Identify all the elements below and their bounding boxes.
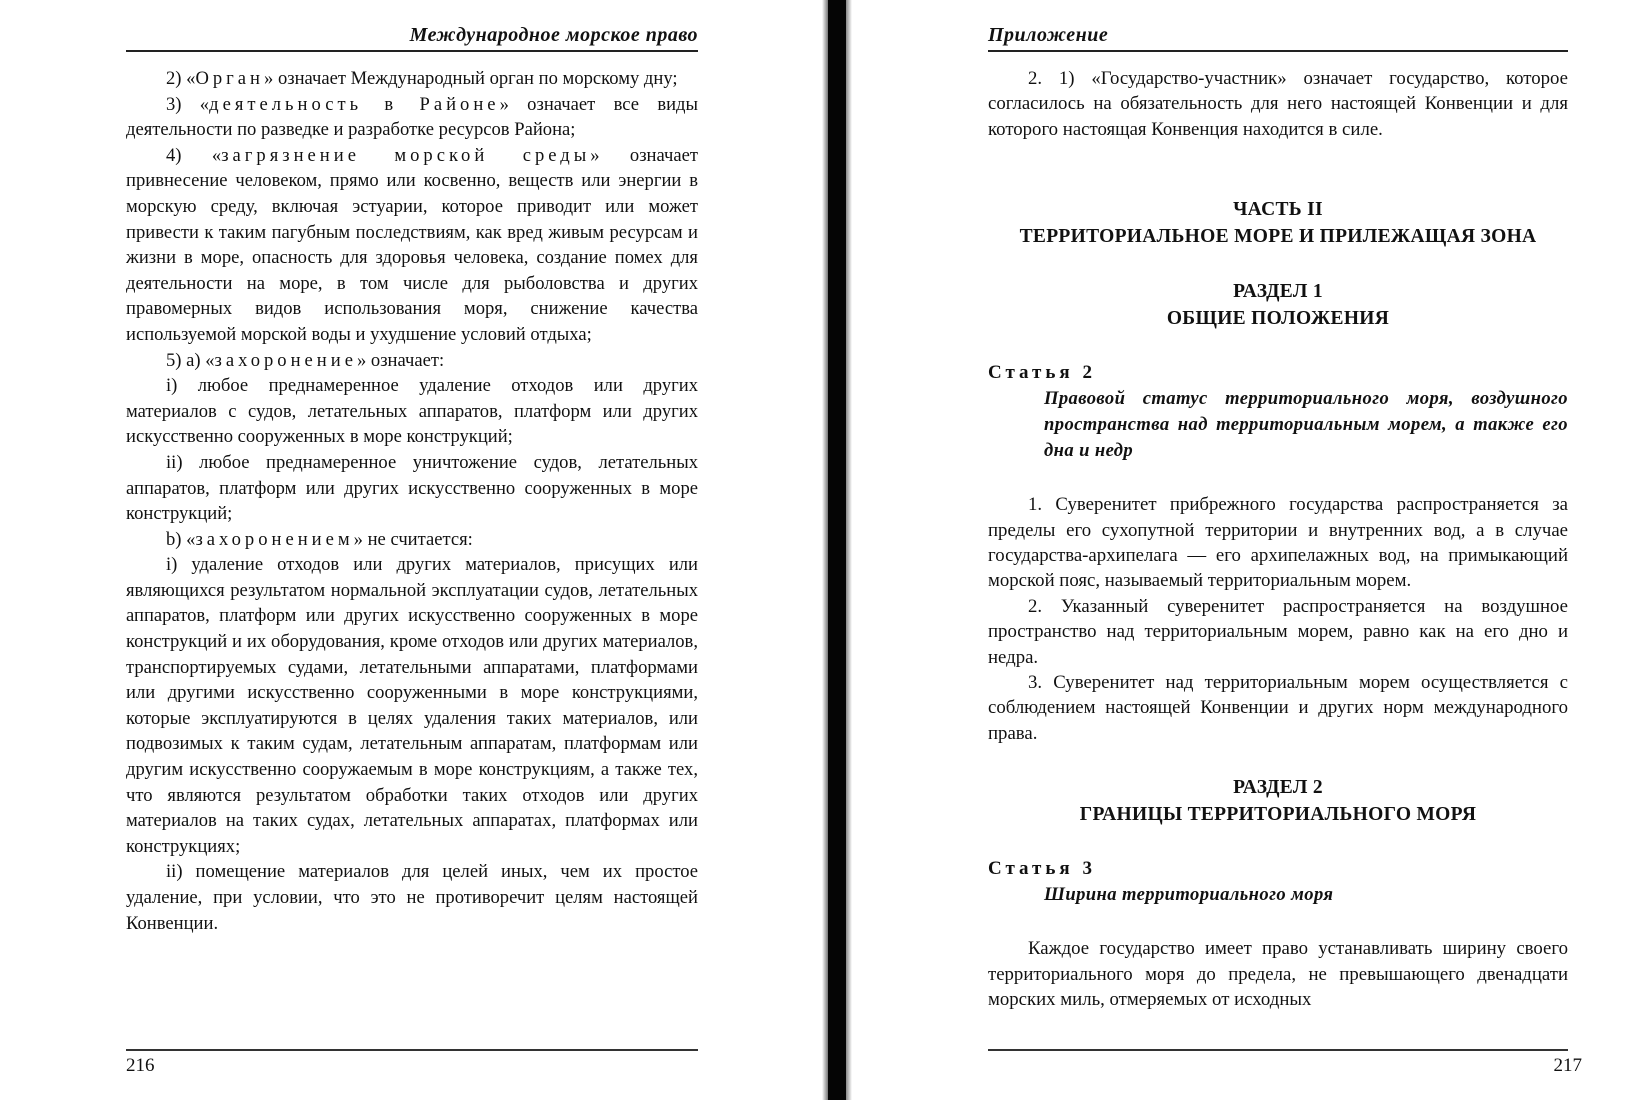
- book-gutter: [828, 0, 846, 1100]
- gutter-shadow-right: [846, 0, 852, 1100]
- part-heading-number: ЧАСТЬ II: [1233, 199, 1323, 221]
- right-page: [988, 0, 1582, 1100]
- article-3-label: Статья 3: [988, 858, 1096, 880]
- definition-paragraph: 2) «Орган» означает Международный орган по морскому дну;: [166, 68, 678, 89]
- left-footer-rule: [126, 1049, 698, 1051]
- right-header-rule: [988, 50, 1568, 52]
- article-3-paragraph: Каждое государство имеет право устанавливать ширину своего территориального моря до предела, не превышающего двенадцати морских миль, отмеряемых от исходных: [988, 938, 1568, 1011]
- article-2-paragraph: 1. Суверенитет прибрежного государства распространяется за пределы его сухопутной территории и внутренних вод, а в случае государства-архипелага — его архипелажных вод, на примыкающий морской пояс, называемый территориальным морем.: [988, 494, 1568, 592]
- left-page: [126, 0, 698, 1100]
- article-2-label: Статья 2: [988, 362, 1096, 384]
- definition-subparagraph: i) удаление отходов или других материалов, присущих или являющихся результатом нормальной эксплуатации судов, летательных аппаратов, платформ или других искусственно сооруженных в море конструкций и их оборудования, кроме отходов или других материалов, транспортируемых судами, летательными аппаратами, платформами или другими искусственно сооруженными в море конструкциями, которые эксплуатируются в целях удаления таких материалов, или подвозимых к таким судам, летательным аппаратам, платформам или другим искусственно сооружаемым в море конструкциям, а также тех, что являются результатом обработки таких отходов или других материалов на таких судах, летательных аппаратах, платформах или конструкциях;: [126, 554, 698, 857]
- section-1-heading-number: РАЗДЕЛ 1: [1233, 281, 1323, 303]
- section-2-heading-number: РАЗДЕЛ 2: [1233, 777, 1323, 799]
- definition-paragraph: b) «захоронением» не считается:: [166, 528, 473, 550]
- left-page-number: 216: [126, 1055, 155, 1076]
- section-1-heading-title: ОБЩИЕ ПОЛОЖЕНИЯ: [1166, 308, 1390, 330]
- article-2-paragraph: 3. Суверенитет над территориальным морем осуществляется с соблюдением настоящей Конвенции и других норм международного права.: [988, 672, 1568, 744]
- right-footer-rule: [988, 1049, 1568, 1051]
- left-running-head: Международное морское право: [409, 24, 698, 46]
- section-2-heading-title: ГРАНИЦЫ ТЕРРИТОРИАЛЬНОГО МОРЯ: [1079, 804, 1477, 826]
- left-header-rule: [126, 50, 698, 52]
- part-heading-title: ТЕРРИТОРИАЛЬНОЕ МОРЕ И ПРИЛЕЖАЩАЯ ЗОНА: [1019, 226, 1537, 248]
- intro-paragraph: 2. 1) «Государство-участник» означает государство, которое согласилось на обязательность для него настоящей Конвенции и для которого настоящая Конвенция находится в силе.: [988, 68, 1568, 140]
- right-page-number: 217: [1553, 1055, 1582, 1076]
- definition-subparagraph: ii) помещение материалов для целей иных, чем их простое удаление, при условии, что это не противоречит целям настоящей Конвенции.: [126, 861, 698, 934]
- definition-subparagraph: i) любое преднамеренное удаление отходов или других материалов с судов, летательных аппаратов, платформ или других искусственно сооруженных в море конструкций;: [126, 375, 698, 448]
- right-running-head: Приложение: [988, 24, 1109, 46]
- article-2-paragraph: 2. Указанный суверенитет распространяется на воздушное пространство над территориальным морем, равно как на его дно и недра.: [988, 595, 1568, 668]
- definition-paragraph: 5) а) «захоронение» означает:: [166, 349, 445, 371]
- left-page-body: [126, 66, 698, 936]
- definition-paragraph: 4) «загрязнение морской среды» означает привнесение человеком, прямо или косвенно, веществ или энергии в морскую среду, включая эстуарии, которое приводит или может привести к таким пагубным последствиям, как вред живым ресурсам и жизни в море, опасность для здоровья человека, создание помех для деятельности на море, в том числе для рыболовства и других правомерных видов использования моря, снижение качества используемой морской воды и ухудшение условий отдыха;: [126, 144, 698, 345]
- definition-paragraph: 3) «деятельность в Районе» означает все виды деятельности по разведке и разработке ресурсов Района;: [126, 93, 698, 141]
- article-2-title: Правовой статус территориального моря, воздушного пространства над территориальным морем, а также его дна и недр: [1044, 388, 1568, 462]
- right-page-body: [988, 66, 1568, 1013]
- definition-subparagraph: ii) любое преднамеренное уничтожение судов, летательных аппаратов, платформ или других искусственно сооруженных в море конструкций;: [126, 451, 698, 525]
- article-3-title: Ширина территориального моря: [1044, 884, 1334, 906]
